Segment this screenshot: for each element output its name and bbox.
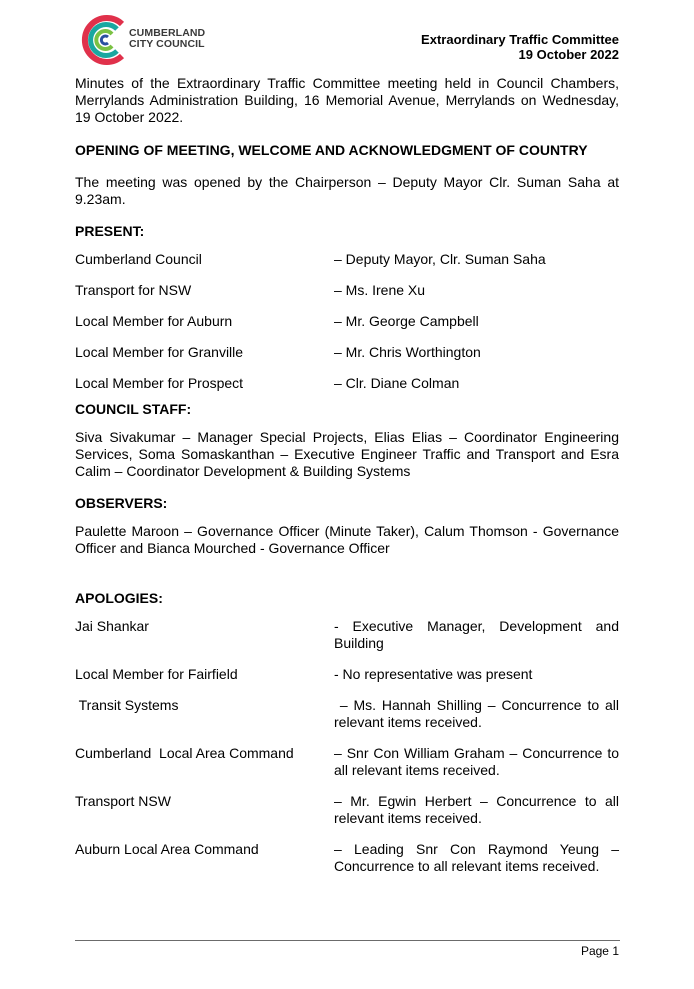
present-org: Local Member for Prospect <box>75 375 244 391</box>
present-heading: PRESENT: <box>75 223 145 239</box>
document-header <box>421 32 619 62</box>
opening-heading: OPENING OF MEETING, WELCOME AND ACKNOWLEDGMENT OF COUNTRY <box>75 142 588 158</box>
apology-detail: - Executive Manager, Development and Building <box>334 618 619 651</box>
minutes-body <box>75 75 623 875</box>
present-list <box>75 251 619 392</box>
apology-row <box>75 841 619 875</box>
logo-line-1: CUMBERLAND <box>129 27 206 39</box>
apology-detail: - No representative was present <box>334 666 533 682</box>
apology-name: Jai Shankar <box>75 618 149 634</box>
apology-row <box>75 793 619 827</box>
apology-detail: – Snr Con William Graham – Concurrence to all relevant items received. <box>334 745 619 778</box>
present-row <box>75 375 619 392</box>
logo-text <box>129 28 205 50</box>
apology-name: Transit Systems <box>75 697 179 713</box>
staff-heading: COUNCIL STAFF: <box>75 401 192 417</box>
apologies-list <box>75 618 623 875</box>
present-org: Local Member for Granville <box>75 344 244 360</box>
logo-line-2: CITY COUNCIL <box>129 38 205 50</box>
apology-detail: – Ms. Hannah Shilling – Concurrence to all relevant items received. <box>334 697 623 730</box>
apology-name: Local Member for Fairfield <box>75 666 238 682</box>
apology-name: Auburn Local Area Command <box>75 841 259 857</box>
apology-row <box>75 697 623 731</box>
intro-paragraph: Minutes of the Extraordinary Traffic Committee meeting held in Council Chambers, Merrylands Administration Building, 16 Memorial Avenue, Merrylands on Wednesday, 19 October 2022. <box>75 75 619 125</box>
apology-detail: – Mr. Egwin Herbert – Concurrence to all relevant items received. <box>334 793 619 826</box>
present-row <box>75 344 619 361</box>
present-person: – Ms. Irene Xu <box>334 282 426 298</box>
present-org: Local Member for Auburn <box>75 313 233 329</box>
present-person: – Mr. Chris Worthington <box>334 344 481 360</box>
apology-row <box>75 666 619 683</box>
apologies-heading: APOLOGIES: <box>75 590 163 606</box>
observers-text: Paulette Maroon – Governance Officer (Minute Taker), Calum Thomson - Governance Officer and Bianca Mourched - Governance Officer <box>75 523 619 556</box>
present-row <box>75 313 619 330</box>
footer-divider <box>75 940 620 941</box>
apology-name: Transport NSW <box>75 793 171 809</box>
apology-name: Cumberland Local Area Command <box>75 745 294 761</box>
apology-row <box>75 745 619 779</box>
council-logo-icon <box>78 14 130 66</box>
apology-row <box>75 618 619 652</box>
present-person: – Clr. Diane Colman <box>334 375 460 391</box>
present-person: – Deputy Mayor, Clr. Suman Saha <box>334 251 546 267</box>
committee-title: Extraordinary Traffic Committee <box>421 32 619 47</box>
meeting-date: 19 October 2022 <box>518 47 619 62</box>
staff-text: Siva Sivakumar – Manager Special Projects, Elias Elias – Coordinator Engineering Services, Soma Somaskanthan – Executive Engineer Traffic and Transport and Esra Calim – Coordinator Development & Building Systems <box>75 429 619 479</box>
opening-text: The meeting was opened by the Chairperson – Deputy Mayor Clr. Suman Saha at 9.23am. <box>75 174 619 207</box>
present-org: Transport for NSW <box>75 282 192 298</box>
observers-heading: OBSERVERS: <box>75 495 168 511</box>
present-row <box>75 251 619 268</box>
present-row <box>75 282 619 299</box>
page-number: Page 1 <box>580 944 619 958</box>
present-person: – Mr. George Campbell <box>334 313 479 329</box>
apology-detail: – Leading Snr Con Raymond Yeung – Concurrence to all relevant items received. <box>334 841 619 874</box>
present-org: Cumberland Council <box>75 251 202 267</box>
